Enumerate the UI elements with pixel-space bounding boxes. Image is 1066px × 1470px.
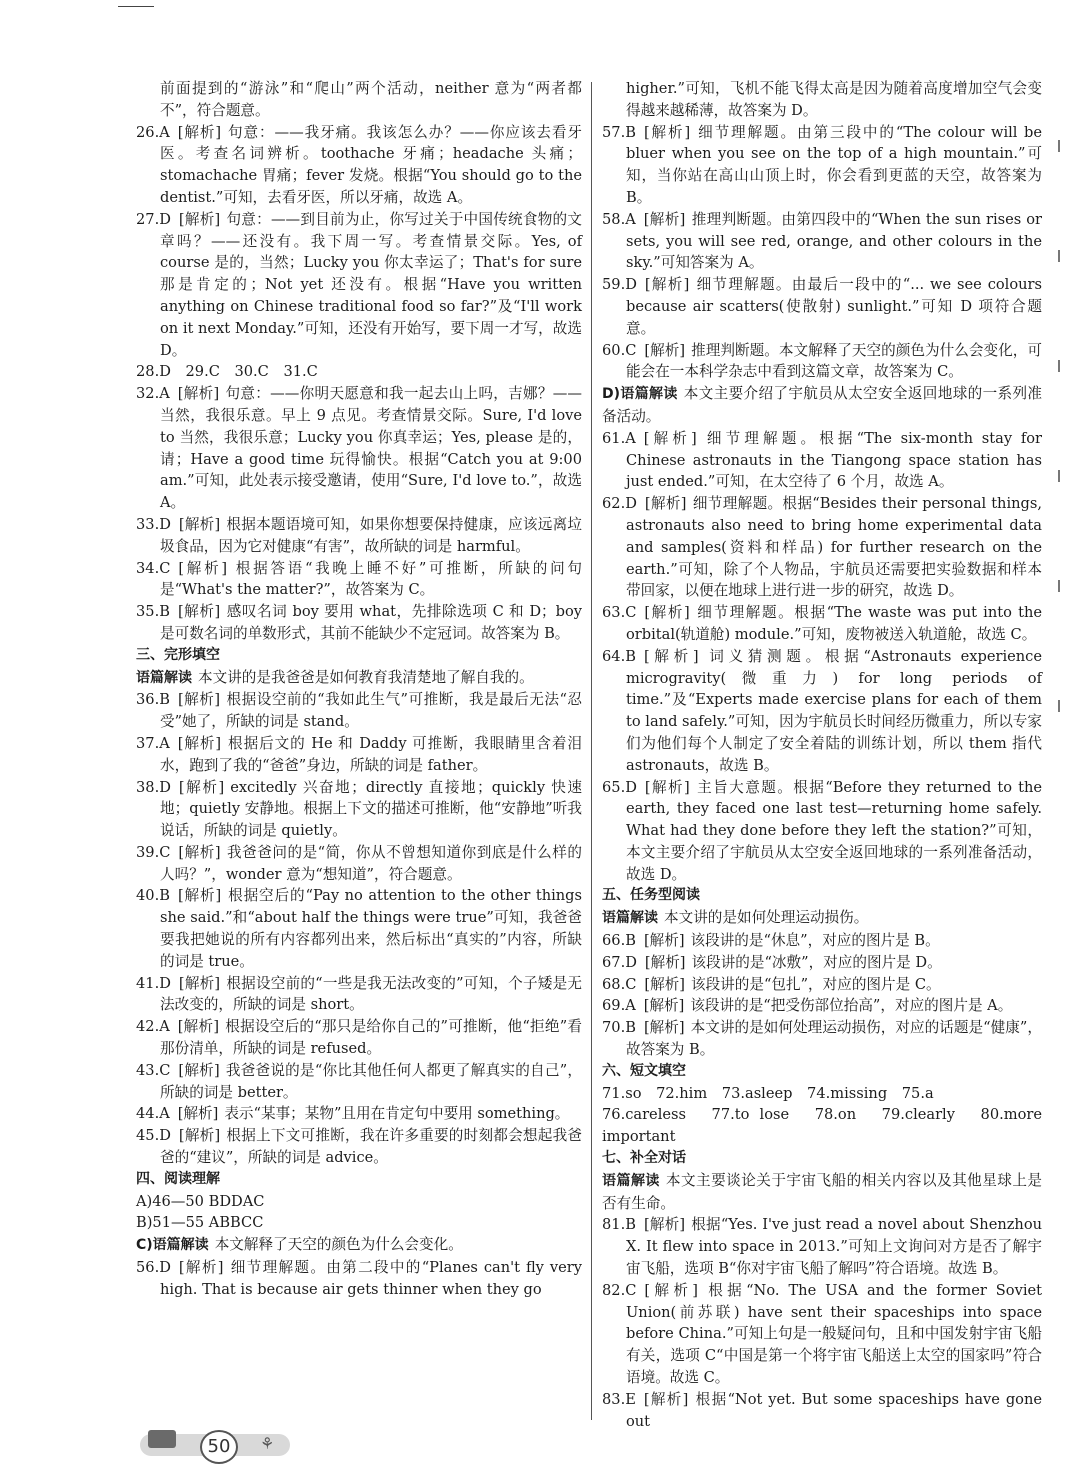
answer-number: 81.B [602, 1216, 636, 1234]
answer-item [136, 842, 582, 886]
passage-summary-label: C)语篇解读 [136, 1237, 209, 1254]
footer-badge-icon [148, 1430, 176, 1448]
answer-item [136, 209, 582, 362]
page-number: 50 [200, 1430, 238, 1464]
answer-explanation: 该段讲的是“冰敷”，对应的图片是 D。 [691, 953, 942, 971]
analysis-tag: [解析] [643, 429, 697, 447]
answer-explanation: 该段讲的是“包扎”，对应的图片是 C。 [690, 975, 941, 993]
page-edge-marks [1056, 140, 1066, 1040]
answer-explanation: 细节理解题。根据“Besides their personal things, astronauts also need to bring home experimental data and samples(资料和样品) for further research on the earth.”可知，除了个人物品，宇航员还需要把实验数据和样本带回家，以便在地球上进行进一步的研究，故选 D。 [626, 495, 1042, 600]
right-column [602, 78, 1042, 1432]
answer-number: 58.A [602, 210, 636, 228]
answer-item [136, 1103, 582, 1125]
answer-item [602, 274, 1042, 339]
analysis-tag: [解析] [178, 974, 221, 992]
answer-item [136, 122, 582, 209]
answer-number: 68.C [602, 975, 637, 993]
answer-number: 37.A [136, 734, 170, 752]
answer-explanation: 根据设空前的“一些是我无法改变的”可知，个子矮是无法改变的，所缺的词是 short。 [160, 974, 582, 1014]
answer-item [136, 1016, 582, 1060]
analysis-tag: [解析] [644, 341, 686, 359]
answer-item [136, 689, 582, 733]
answer-number: 44.A [136, 1105, 170, 1123]
analysis-tag: [解析] [178, 1259, 224, 1277]
analysis-tag: [解析] [177, 1105, 219, 1123]
analysis-tag: [解析] [644, 495, 687, 513]
page-footer [140, 1430, 280, 1460]
answer-line: 28.D 29.C 30.C 31.C [136, 363, 318, 381]
analysis-tag: [解析] [178, 1127, 221, 1145]
answer-item [602, 493, 1042, 602]
analysis-tag: [解析] [177, 123, 222, 141]
answer-explanation: 根据上下文可推断，我在许多重要的时刻都会想起我爸爸的“建议”，所缺的词是 advice。 [160, 1127, 582, 1167]
answer-explanation: excitedly 兴奋地；directly 直接地；quickly 快速地；quietly 安静地。根据上下文的描述可推断，他“安静地”听我说话，所缺的词是 quietly。 [160, 778, 583, 840]
answer-item [136, 885, 582, 972]
answer-explanation: 词义猜测题。根据“Astronauts experience microgravity(微重力) for long periods of time.”及“Experts made exercise plans for each of them to land safely.”可知，因为宇航员长时间经历微重力，所以专家们为他们每个人制定了安全着陆的训练计划，所以 them 指代 astronauts，故选 B。 [626, 647, 1042, 774]
answer-explanation: 细节理解题。由第三段中的“The colour will be bluer when you see on the top of a high mountain.”可知，当你站在高山山顶上时，你会看到更蓝的天空，故答案为 B。 [626, 123, 1042, 206]
answer-explanation: 我爸爸说的是“你比其他任何人都更了解真实的自己”，所缺的词是 better。 [160, 1061, 582, 1101]
answer-explanation: 本文讲的是如何处理运动损伤，对应的话题是“健康”，故答案为 B。 [626, 1019, 1042, 1059]
passage-summary-text: 本文解释了天空的颜色为什么会变化。 [214, 1236, 463, 1254]
analysis-tag: [解析] [178, 210, 221, 228]
passage-summary-label: D)语篇解读 [602, 386, 678, 403]
answer-item [602, 428, 1042, 493]
answer-number: 45.D [136, 1127, 171, 1145]
answer-explanation: 根据后文的 He 和 Daddy 可推断，我眼睛里含着泪水，跑到了我的“爸爸”身边，所缺的词是 father。 [160, 734, 582, 774]
answer-number: 40.B [136, 887, 170, 905]
answer-explanation: 表示“某事；某物”且用在肯定句中要用 something。 [224, 1105, 570, 1123]
answer-item [602, 1280, 1042, 1389]
answer-number: 35.B [136, 603, 170, 621]
answer-explanation: 句意：——你明天愿意和我一起去山上吗，吉娜？——当然，我很乐意。早上 9 点见。考查情景交际。Sure, I'd love to 当然，我很乐意；Lucky you 你真幸运；Yes, please 是的，请；Have a good time 玩得愉快。根据“Catch you at 9:00 am.”可知，此处表示接受邀请，使用“Sure, I'd love to.”，故选 A。 [160, 385, 582, 512]
answer-item [602, 340, 1042, 384]
answer-explanation: 细节理解题。根据“The waste was put into the orbital(轨道舱) module.”可知，废物被送入轨道舱，故选 C。 [626, 604, 1043, 643]
analysis-tag: [解析] [643, 932, 685, 950]
passage-summary [602, 1170, 1042, 1215]
answer-item [602, 952, 1042, 974]
analysis-tag: [解析] [644, 1281, 698, 1299]
answer-number: 26.A [136, 123, 170, 141]
answer-number: 60.C [602, 341, 637, 359]
answer-explanation: 根据设空前的“我如此生气”可推断，我是最后无法“忍受”她了，所缺的词是 stand。 [160, 691, 583, 731]
left-column [136, 78, 582, 1301]
answer-number: 63.C [602, 604, 637, 622]
answer-number: 39.C [136, 843, 171, 861]
section-heading: 六、短文填空 [602, 1062, 686, 1079]
analysis-tag: [解析] [643, 1216, 686, 1234]
answer-explanation: 推理判断题。由第四段中的“When the sun rises or sets, you will see red, orange, and other colours in the sky.”可知答案为 A。 [626, 210, 1042, 272]
analysis-tag: [解析] [178, 843, 221, 861]
passage-summary [136, 1234, 582, 1257]
answer-number: 82.C [602, 1281, 637, 1299]
answer-item [136, 383, 582, 514]
answer-number: 64.B [602, 647, 636, 665]
answer-number: 65.D [602, 778, 637, 796]
answer-number: 83.E [602, 1390, 636, 1408]
answer-item [602, 995, 1042, 1017]
passage-summary [602, 907, 1042, 930]
passage-summary-text: 本文主要谈论关于宇宙飞船的相关内容以及其他星球上是否有生命。 [602, 1171, 1043, 1212]
answer-item [602, 209, 1042, 274]
answer-item [136, 973, 582, 1017]
answer-item [602, 777, 1042, 886]
analysis-tag: [解析] [643, 647, 699, 665]
analysis-tag: [解析] [178, 778, 225, 796]
continued-text: higher.”可知，飞机不能飞得太高是因为随着高度增加空气会变得越来越稀薄，故答案为 D。 [626, 80, 1042, 119]
continued-text: 前面提到的“游泳”和“爬山”两个活动，neither 意为“两者都不”，符合题意。 [160, 80, 582, 119]
answer-number: 69.A [602, 997, 636, 1015]
analysis-tag: [解析] [644, 276, 690, 294]
analysis-tag: [解析] [177, 887, 222, 905]
answer-item [136, 1257, 582, 1301]
analysis-tag: [解析] [177, 385, 220, 403]
section-heading: 三、完形填空 [136, 646, 220, 663]
answer-number: 56.D [136, 1259, 171, 1277]
passage-summary-text: 本文讲的是如何处理运动损伤。 [664, 909, 869, 927]
answer-explanation: 根据本题语境可知，如果你想要保持健康，应该远离垃圾食品，因为它对健康“有害”，故所缺的词是 harmful。 [160, 515, 582, 555]
answer-explanation: 该段讲的是“休息”，对应的图片是 B。 [690, 932, 940, 950]
section-heading: 五、任务型阅读 [602, 887, 700, 904]
answer-number: 41.D [136, 974, 171, 992]
answer-explanation: 句意：——到目前为止，你写过关于中国传统食物的文章吗？——还没有。我下周一写。考查情景交际。Yes, of course 是的，当然；Lucky you 你太幸运了；That's for sure 那是肯定的；Not yet 还没有。根据“Have you written anything on Chinese traditional food so far?”及“I'll work on it next Monday.”可知，还没有开始写，要下周一才写，故选 D。 [160, 210, 582, 359]
analysis-tag: [解析] [644, 778, 690, 796]
analysis-tag: [解析] [177, 734, 222, 752]
answer-line: A)46—50 BDDAC [136, 1192, 265, 1210]
answer-item [136, 1060, 582, 1104]
answer-line: 71.so 72.him 73.asleep 74.missing 75.a [602, 1084, 934, 1102]
passage-summary-label: 语篇解读 [136, 669, 192, 686]
analysis-tag: [解析] [177, 603, 221, 621]
analysis-tag: [解析] [177, 691, 221, 709]
analysis-tag: [解析] [643, 123, 691, 141]
answer-explanation: 根据空后的“Pay no attention to the other things she said.”和“about half the things were true”可知，我爸爸要我把她说的所有内容都列出来，然后标出“真实的”内容，所缺的词是 true。 [160, 887, 582, 970]
plant-icon: ⚘ [260, 1434, 275, 1453]
section-heading: 七、补全对话 [602, 1150, 686, 1167]
answer-explanation: 根据“No. The USA and the former Soviet Union(前苏联) have sent their spaceships into space before China.”可知上句是一般疑问句，且和中国发射宇宙飞船有关，选项 C“中国是第一个将宇宙飞船送上太空的国家吗”符合语境。故选 C。 [626, 1281, 1042, 1387]
answer-explanation: 根据设空后的“那只是给你自己的”可推断，他“拒绝”看那份清单，所缺的词是 refused。 [160, 1018, 582, 1058]
analysis-tag: [解析] [643, 1019, 685, 1037]
answer-item [602, 122, 1042, 209]
answer-number: 59.D [602, 276, 637, 294]
analysis-tag: [解析] [177, 1018, 220, 1036]
answer-number: 61.A [602, 429, 636, 447]
passage-summary [136, 667, 582, 690]
analysis-tag: [解析] [644, 953, 686, 971]
analysis-tag: [解析] [644, 604, 690, 622]
answer-item [136, 601, 582, 645]
answer-number: 57.B [602, 123, 636, 141]
analysis-tag: [解析] [643, 210, 686, 228]
analysis-tag: [解析] [643, 997, 685, 1015]
answer-explanation: 推理判断题。本文解释了天空的颜色为什么会变化，可能会在一本科学杂志中看到这篇文章，故答案为 C。 [626, 341, 1042, 381]
answer-explanation: 根据“Not yet. But some spaceships have gone out [626, 1390, 1043, 1430]
answer-number: 33.D [136, 515, 171, 533]
answer-number: 42.A [136, 1018, 170, 1036]
answer-item [602, 974, 1042, 996]
passage-summary-label: 语篇解读 [602, 910, 658, 927]
answer-item [602, 602, 1042, 646]
answer-number: 62.D [602, 495, 637, 513]
answer-explanation: 句意：——我牙痛。我该怎么办？——你应该去看牙医。考查名词辨析。toothache 牙痛；headache 头痛；stomachache 胃痛；fever 发烧。根据“You should go to the dentist.”可知，去看牙医，所以牙痛，故选 A。 [160, 123, 582, 206]
answer-explanation: 细节理解题。由最后一段中的“... we see colours because air scatters(使散射) sunlight.”可知 D 项符合题意。 [626, 276, 1042, 337]
answer-item [136, 1125, 582, 1169]
answer-explanation: 根据答语“我晚上睡不好”可推断，所缺的问句是“What's the matter?”，故答案为 C。 [160, 559, 582, 599]
answer-number: 67.D [602, 953, 637, 971]
answer-explanation: 细节理解题。由第二段中的“Planes can't fly very high. That is because air gets thinner when they go [160, 1259, 582, 1298]
analysis-tag: [解析] [643, 1390, 689, 1408]
answer-item [136, 733, 582, 777]
analysis-tag: [解析] [644, 975, 685, 993]
answer-line: 76.careless 77.to lose 78.on 79.clearly 80.more important [602, 1106, 1042, 1146]
answer-explanation: 我爸爸问的是“简，你从不曾想知道你到底是什么样的人吗？”，wonder 意为“想知道”，符合题意。 [160, 843, 582, 883]
answer-explanation: 根据“Yes. I've just read a novel about Shenzhou X. It flew into space in 2013.”可知上文询问对方是否了解宇宙飞船，选项 B“你对宇宙飞船了解吗”符合语境。故选 B。 [626, 1216, 1043, 1278]
answer-number: 36.B [136, 691, 170, 709]
analysis-tag: [解析] [178, 515, 221, 533]
answer-item [602, 646, 1042, 777]
passage-summary [602, 383, 1042, 428]
passage-summary-text: 本文主要介绍了宇航员从太空安全返回地球的一系列准备活动。 [602, 385, 1042, 425]
answer-item [602, 1214, 1042, 1279]
answer-number: 38.D [136, 778, 171, 796]
analysis-tag: [解析] [178, 559, 228, 577]
answer-explanation: 感叹名词 boy 要用 what，先排除选项 C 和 D；boy 是可数名词的单数形式，其前不能缺少不定冠词。故答案为 B。 [160, 603, 582, 642]
answer-number: 27.D [136, 210, 171, 228]
answer-item [602, 930, 1042, 952]
passage-summary-label: 语篇解读 [602, 1172, 660, 1189]
answer-explanation: 该段讲的是“把受伤部位抬高”，对应的图片是 A。 [690, 997, 1013, 1015]
column-divider [591, 82, 592, 1420]
top-rule [118, 6, 154, 7]
answer-line: B)51—55 ABBCC [136, 1214, 264, 1232]
answer-number: 34.C [136, 559, 171, 577]
answer-item [602, 1389, 1042, 1433]
analysis-tag: [解析] [178, 1061, 220, 1079]
answer-number: 66.B [602, 932, 636, 950]
answer-explanation: 主旨大意题。根据“Before they returned to the earth, they faced one last test—returning home safely. What had they done before they left the station?”可知，本文主要介绍了宇航员从太空安全返回地球的一系列准备活动，故选 D。 [626, 778, 1042, 883]
answer-item [136, 558, 582, 602]
answer-item [136, 777, 582, 842]
answer-number: 43.C [136, 1061, 171, 1079]
passage-summary-text: 本文讲的是我爸爸是如何教育我清楚地了解自我的。 [198, 668, 534, 686]
answer-item [136, 514, 582, 558]
answer-item [602, 1017, 1042, 1061]
section-heading: 四、阅读理解 [136, 1170, 220, 1187]
answer-number: 70.B [602, 1019, 636, 1037]
answer-number: 32.A [136, 385, 170, 403]
answer-explanation: 细节理解题。根据“The six-month stay for Chinese astronauts in the Tiangong space station has just ended.”可知，在太空待了 6 个月，故选 A。 [626, 429, 1042, 491]
